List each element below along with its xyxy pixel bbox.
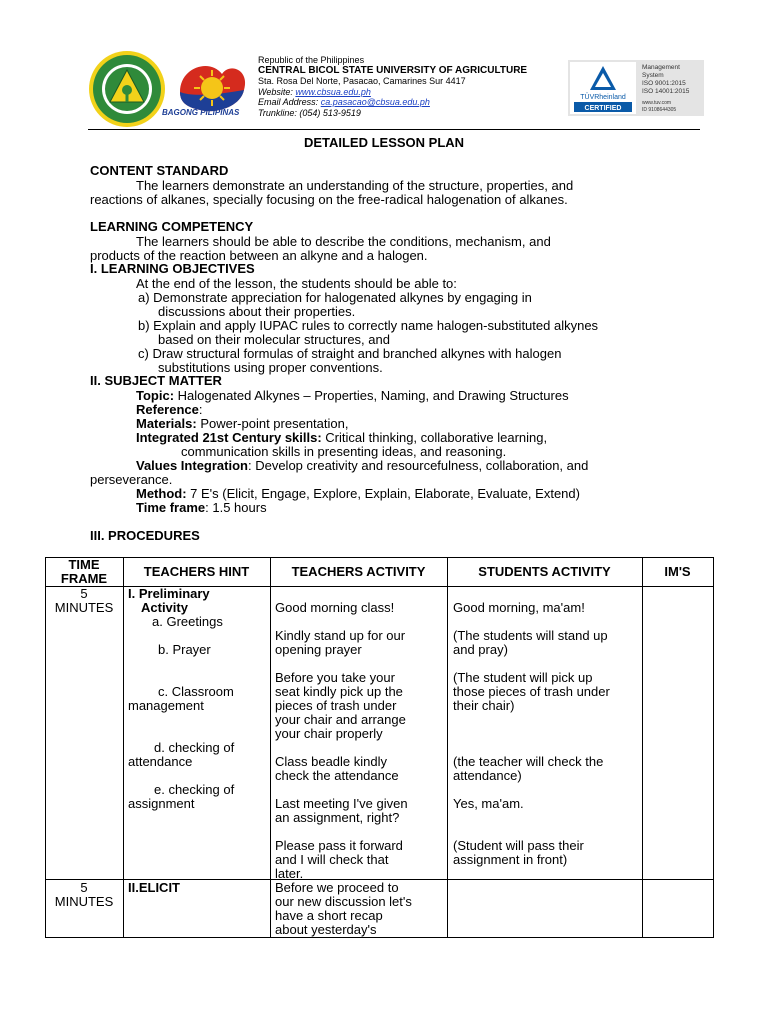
values-value: : Develop creativity and resourcefulness, collaboration, and xyxy=(247,458,589,473)
website-link[interactable]: www.cbsua.edu.ph xyxy=(295,86,371,97)
header-time-line2: FRAME xyxy=(60,571,108,586)
teacher-line: pieces of trash under xyxy=(275,698,397,713)
bagong-pilipinas-caption: BAGONG PILIPINAS xyxy=(162,108,240,117)
learning-competency-line1: The learners should be able to describe the conditions, mechanism, and xyxy=(136,234,551,249)
student-line: Yes, ma'am. xyxy=(453,796,524,811)
objective-b-line2: based on their molecular structures, and xyxy=(158,332,390,347)
elicit-line: Before we proceed to xyxy=(275,880,399,895)
reference-line xyxy=(136,403,203,417)
content-standard-heading: CONTENT STANDARD xyxy=(90,163,229,178)
hint-checking-attendance: d. checking of xyxy=(154,740,235,755)
values-line xyxy=(136,459,588,473)
student-line: their chair) xyxy=(453,698,515,713)
objective-a-line2: discussions about their properties. xyxy=(158,304,356,319)
republic-line: Republic of the Philippines xyxy=(258,55,365,65)
header-teachers-activity: TEACHERS ACTIVITY xyxy=(291,564,426,579)
row1-time-unit: MINUTES xyxy=(54,600,114,615)
procedures-heading: III. PROCEDURES xyxy=(90,528,200,543)
row2-time-value: 5 xyxy=(80,880,88,895)
teacher-line: Last meeting I've given xyxy=(275,796,408,811)
student-line: those pieces of trash under xyxy=(453,684,610,699)
content-standard-line1: The learners demonstrate an understanding of the structure, properties, and xyxy=(136,178,574,193)
reference-value: : xyxy=(198,402,203,417)
topic-label: Topic: xyxy=(136,388,175,403)
hint-activity: Activity xyxy=(141,600,188,615)
learning-competency-line2: products of the reaction between an alkyne and a halogen. xyxy=(90,248,428,263)
student-line: assignment in front) xyxy=(453,852,568,867)
student-line: attendance) xyxy=(453,768,522,783)
student-line: (The students will stand up xyxy=(453,628,608,643)
materials-line xyxy=(136,417,348,431)
procedures-table xyxy=(45,557,714,938)
header-time-line1: TIME xyxy=(68,557,100,572)
tuv-url: www.tuv.com xyxy=(642,100,672,106)
time-frame-value: : 1.5 hours xyxy=(205,500,267,515)
student-line: (the teacher will check the xyxy=(453,754,604,769)
table-divider xyxy=(270,557,271,938)
teacher-line: your chair properly xyxy=(275,726,383,741)
subject-matter-heading: II. SUBJECT MATTER xyxy=(90,373,222,388)
student-line: and pray) xyxy=(453,642,508,657)
tuv-certified: CERTIFIED xyxy=(584,105,622,112)
row1-time xyxy=(45,587,123,615)
objective-c-line2: substitutions using proper conventions. xyxy=(158,360,383,375)
teacher-line: and I will check that xyxy=(275,852,389,867)
teacher-line: opening prayer xyxy=(275,642,362,657)
tuv-iso2: ISO 14001:2015 xyxy=(642,88,690,95)
materials-label: Materials: xyxy=(136,416,197,431)
time-frame-line xyxy=(136,501,267,515)
materials-value: Power-point presentation, xyxy=(196,416,349,431)
elicit-line: about yesterday's xyxy=(275,922,377,937)
objectives-intro: At the end of the lesson, the students should be able to: xyxy=(136,276,457,291)
table-border xyxy=(713,557,714,938)
email-line xyxy=(258,97,527,108)
hint-checking-assignment: e. checking of xyxy=(154,782,235,797)
student-line: (The student will pick up xyxy=(453,670,593,685)
reference-label: Reference xyxy=(136,402,199,417)
table-divider xyxy=(642,557,643,938)
objective-a-line1: a) Demonstrate appreciation for halogenated alkynes by engaging in xyxy=(138,290,532,305)
table-border xyxy=(45,937,714,938)
tuv-ms1: Management xyxy=(642,64,680,71)
tuv-brand: TÜVRheinland xyxy=(580,94,626,101)
content-standard-line2: reactions of alkanes, specially focusing on the free-radical halogenation of alkanes. xyxy=(90,192,568,207)
method-value: 7 E's (Elicit, Engage, Explore, Explain, Elaborate, Evaluate, Extend) xyxy=(186,486,580,501)
teacher-line: Kindly stand up for our xyxy=(275,628,406,643)
hint-classroom: c. Classroom xyxy=(158,684,234,699)
email-link[interactable]: ca.pasacao@cbsua.edu.ph xyxy=(320,97,430,107)
header-divider xyxy=(88,129,700,130)
hint-elicit: II.ELICIT xyxy=(128,880,180,895)
row1-time-value: 5 xyxy=(80,586,88,601)
address-line: Sta. Rosa Del Norte, Pasacao, Camarines Sur 4417 xyxy=(258,76,466,86)
teacher-line: Class beadle kindly xyxy=(275,754,388,769)
website-label: Website: xyxy=(258,86,296,97)
teacher-line: check the attendance xyxy=(275,768,399,783)
method-label: Method: xyxy=(136,486,187,501)
skills-line2: communication skills in presenting ideas, and reasoning. xyxy=(181,444,507,459)
skills-label: Integrated 21st Century skills: xyxy=(136,430,322,445)
hint-attendance: attendance xyxy=(128,754,193,769)
email-label: Email Address: xyxy=(258,97,321,107)
tuv-iso1: ISO 9001:2015 xyxy=(642,80,686,87)
website-line xyxy=(258,87,527,98)
row2-time xyxy=(45,881,123,909)
header-teachers-hint: TEACHERS HINT xyxy=(143,564,250,579)
teacher-line: seat kindly pick up the xyxy=(275,684,403,699)
objective-b-line1: b) Explain and apply IUPAC rules to correctly name halogen-substituted alkynes xyxy=(138,318,599,333)
tuv-ms2: System xyxy=(642,72,664,79)
teacher-line: Please pass it forward xyxy=(275,838,403,853)
student-line: (Student will pass their xyxy=(453,838,584,853)
hint-assignment: assignment xyxy=(128,796,195,811)
elicit-line: our new discussion let's xyxy=(275,894,412,909)
document-title: DETAILED LESSON PLAN xyxy=(303,135,465,150)
header-students-activity: STUDENTS ACTIVITY xyxy=(478,564,611,579)
hint-management: management xyxy=(128,698,204,713)
university-seal-logo xyxy=(88,50,166,128)
trunkline-line: Trunkline: (054) 513-9519 xyxy=(258,107,361,118)
header-time-frame xyxy=(45,558,123,586)
topic-value: Halogenated Alkynes – Properties, Naming, and Drawing Structures xyxy=(174,388,569,403)
method-line xyxy=(136,487,580,501)
hint-prayer: b. Prayer xyxy=(158,642,211,657)
hint-preliminary: I. Preliminary xyxy=(128,586,210,601)
time-frame-label: Time frame xyxy=(136,500,206,515)
table-divider xyxy=(447,557,448,938)
teacher-line: Before you take your xyxy=(275,670,395,685)
letterhead-text xyxy=(258,55,527,118)
teacher-line: your chair and arrange xyxy=(275,712,406,727)
table-border xyxy=(45,557,714,558)
table-divider xyxy=(123,557,124,938)
header-ims: IM'S xyxy=(664,564,691,579)
row2-time-unit: MINUTES xyxy=(54,894,114,909)
teacher-line: an assignment, right? xyxy=(275,810,400,825)
teacher-line: later. xyxy=(275,866,304,881)
objectives-heading: I. LEARNING OBJECTIVES xyxy=(90,261,255,276)
teacher-line: Good morning class! xyxy=(275,600,395,615)
learning-competency-heading: LEARNING COMPETENCY xyxy=(90,219,254,234)
values-label: Values Integration xyxy=(136,458,248,473)
skills-line xyxy=(136,431,547,445)
values-line2: perseverance. xyxy=(90,472,173,487)
hint-greetings: a. Greetings xyxy=(152,614,223,629)
tuv-certification-badge xyxy=(568,60,704,116)
objective-c-line1: c) Draw structural formulas of straight and branched alkynes with halogen xyxy=(138,346,562,361)
skills-value: Critical thinking, collaborative learning, xyxy=(321,430,548,445)
student-line: Good morning, ma'am! xyxy=(453,600,585,615)
tuv-id: ID 9108644305 xyxy=(642,107,677,113)
elicit-line: have a short recap xyxy=(275,908,383,923)
university-name: CENTRAL BICOL STATE UNIVERSITY OF AGRICULTURE xyxy=(258,64,528,76)
topic-line xyxy=(136,389,569,403)
